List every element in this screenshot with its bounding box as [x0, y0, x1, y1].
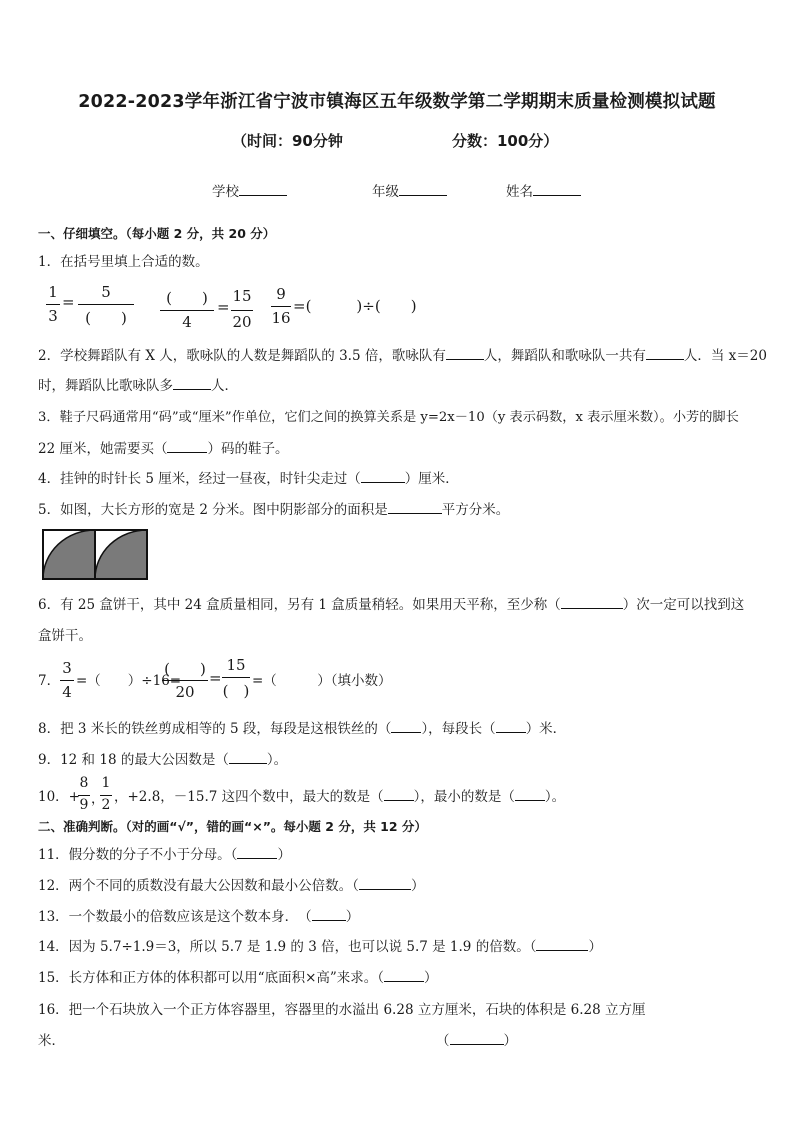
- q8-blank-1[interactable]: [391, 718, 421, 733]
- q10-label: 10．+: [38, 789, 80, 805]
- q2-line2: 时，舞蹈队比歌咏队多 人．: [38, 374, 238, 394]
- q15-text: 15．长方体和正方体的体积都可以用“底面积×高”来求。（ ）: [38, 966, 438, 986]
- q2-blank-1[interactable]: [446, 345, 484, 360]
- page-title: 2022-2023学年浙江省宁波市镇海区五年级数学第二学期期末质量检测模拟试题: [78, 92, 716, 112]
- q2-blank-3[interactable]: [173, 375, 211, 390]
- q1-f3-den: 4: [182, 313, 192, 331]
- school-label: 学校: [212, 184, 239, 200]
- q11-text: 11．假分数的分子不小于分母。（ ）: [38, 843, 291, 863]
- q1-f2-num: 5: [101, 283, 111, 301]
- q6-blank[interactable]: [561, 594, 623, 609]
- school-field[interactable]: [212, 180, 287, 200]
- q12-text: 12．两个不同的质数没有最大公因数和最小公倍数。（ ）: [38, 874, 424, 894]
- q16-answer: （ ）: [436, 1029, 517, 1049]
- q13-blank[interactable]: [312, 906, 346, 921]
- q10-text: ，+2.8，－15.7 这四个数中，最大的数是（ ），最小的数是（ ）。: [114, 785, 565, 805]
- q6-line1: 6．有 25 盒饼干，其中 24 盒质量相同，另有 1 盒质量稍轻。如果用天平称，至少称（ ）次一定可以找到这: [38, 593, 744, 613]
- q1-eq: =: [62, 293, 75, 311]
- exam-score: 分数：100分）: [452, 132, 559, 150]
- q7-eq: =: [209, 669, 222, 687]
- q7-f2-den: 20: [175, 683, 195, 701]
- q14-text: 14．因为 5.7÷1.9＝3，所以 5.7 是 1.9 的 3 倍，也可以说 5.7 是 1.9 的倍数。（ ）: [38, 935, 602, 955]
- q3-line1: 3．鞋子尺码通常用“码”或“厘米”作单位，它们之间的换算关系是 y=2x－10（y 表示码数，x 表示厘米数）。小芳的脚长: [38, 410, 739, 425]
- q10-f2-num: 1: [101, 775, 111, 791]
- q4-text: 4．挂钟的时针长 5 厘米，经过一昼夜，时针尖走过（ ）厘米．: [38, 467, 459, 487]
- q7-mid[interactable]: =（ ）÷16=: [76, 673, 182, 689]
- name-label: 姓名: [506, 184, 533, 200]
- q10-f2-den: 2: [101, 797, 111, 813]
- q7-f3-den[interactable]: ( ): [222, 682, 250, 700]
- q1-f1-num: 1: [48, 283, 58, 301]
- q16-line1: 16．把一个石块放入一个正方体容器里，容器里的水溢出 6.28 立方厘米，石块的体积是 6.28 立方厘: [38, 1002, 646, 1018]
- q13-text: 13．一个数最小的倍数应该是这个数本身． （ ）: [38, 905, 359, 925]
- q1-tail[interactable]: =( )÷( ): [293, 297, 417, 315]
- q2-blank-2[interactable]: [646, 345, 684, 360]
- q10-blank-2[interactable]: [515, 786, 545, 801]
- q10-f1-den: 9: [79, 797, 89, 813]
- q4-blank[interactable]: [361, 468, 405, 483]
- q11-blank[interactable]: [237, 844, 277, 859]
- q10-f1-num: 8: [79, 775, 89, 791]
- q5-text: 5．如图，大长方形的宽是 2 分米。图中阴影部分的面积是 平方分米。: [38, 498, 509, 518]
- q7-f1-den: 4: [62, 683, 72, 701]
- q1-text: 1．在括号里填上合适的数。: [38, 254, 209, 270]
- q16-line2: 米．: [38, 1033, 65, 1049]
- q3-line2: 22 厘米，她需要买（ ）码的鞋子。: [38, 437, 288, 457]
- grade-label: 年级: [372, 184, 399, 200]
- q9-text: 9．12 和 18 的最大公因数是（ ）。: [38, 748, 287, 768]
- q9-blank[interactable]: [229, 749, 267, 764]
- q5-blank[interactable]: [388, 499, 442, 514]
- q6-line2: 盒饼干。: [38, 628, 92, 644]
- q10-blank-1[interactable]: [384, 786, 414, 801]
- q8-text: 8．把 3 米长的铁丝剪成相等的 5 段，每段是这根铁丝的（ ），每段长（ ）米．: [38, 717, 566, 737]
- q12-blank[interactable]: [359, 875, 411, 890]
- q8-blank-2[interactable]: [496, 718, 526, 733]
- q7-label: 7．: [38, 673, 61, 689]
- exam-time: （时间：90分钟: [232, 132, 343, 150]
- q5-figure: [42, 529, 148, 580]
- q1-f5-den: 16: [271, 309, 291, 327]
- q7-f2-num[interactable]: ( ): [164, 660, 206, 678]
- q7-f1-num: 3: [62, 659, 72, 677]
- q7-tail[interactable]: =（ ）（填小数）: [252, 673, 392, 689]
- q1-f1-den: 3: [48, 307, 58, 325]
- q14-blank[interactable]: [536, 936, 588, 951]
- q1-eq-2: =: [217, 298, 230, 316]
- grade-field[interactable]: [372, 180, 447, 200]
- q1-f4-num: 15: [232, 287, 252, 305]
- q3-blank[interactable]: [167, 438, 207, 453]
- section-1-heading: 一、仔细填空。（每小题 2 分，共 20 分）: [38, 226, 276, 241]
- section-2-heading: 二、准确判断。（对的画“√”，错的画“×”。每小题 2 分，共 12 分）: [38, 819, 427, 834]
- q2-line1: 2．学校舞蹈队有 X 人，歌咏队的人数是舞蹈队的 3.5 倍，歌咏队有 人，舞蹈队和歌咏队一共有 人．当 x＝20: [38, 344, 767, 364]
- q1-f3-num[interactable]: ( ): [166, 289, 208, 307]
- q1-f5-num: 9: [276, 285, 286, 303]
- q7-f3-num: 15: [226, 656, 246, 674]
- q16-blank[interactable]: [450, 1030, 504, 1045]
- q1-f2-den[interactable]: ( ): [85, 309, 127, 327]
- q15-blank[interactable]: [384, 967, 424, 982]
- q1-f4-den: 20: [232, 313, 252, 331]
- name-field[interactable]: [506, 180, 581, 200]
